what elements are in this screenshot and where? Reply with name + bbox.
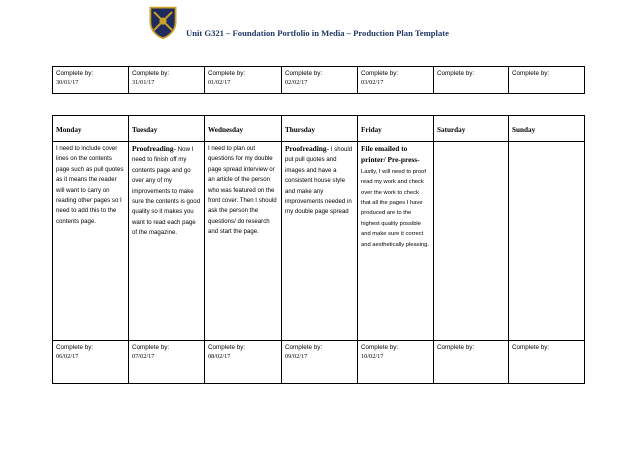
task-text: Now I need to finish off my contents page and go over any of my improvements to make sure the contents is good quality so it makes you want to read each page of the magazine. bbox=[132, 146, 201, 237]
task-row bbox=[53, 142, 585, 341]
complete-by-label: Complete by: bbox=[361, 344, 399, 351]
top-cell-3 bbox=[205, 67, 282, 94]
complete-by-table-top bbox=[52, 66, 585, 94]
day-header-thursday: Thursday bbox=[282, 116, 358, 142]
task-text: I need to include cover lines on the contents page such as pull quotes as it means the reader will want to carry on reading other pages so I need to add this to the contents page. bbox=[56, 145, 124, 225]
task-text: Lastly, I will need to proof read my work and check over the work to check that all the pages I have produced are to the highest quality possible and make sure it correct and aesthetically pleasing. bbox=[361, 168, 429, 248]
due-date: 30/01/17 bbox=[56, 79, 79, 86]
complete-by-label: Complete by: bbox=[512, 70, 550, 77]
bottom-cell-6 bbox=[434, 341, 509, 384]
task-heading: Proofreading- bbox=[285, 144, 330, 153]
complete-by-label: Complete by: bbox=[437, 70, 475, 77]
top-cell-5 bbox=[358, 67, 434, 94]
complete-by-label: Complete by: bbox=[285, 70, 323, 77]
due-date: 06/02/17 bbox=[56, 353, 79, 360]
due-date: 07/02/17 bbox=[132, 353, 155, 360]
day-header-wednesday: Wednesday bbox=[205, 116, 282, 142]
bottom-cell-7 bbox=[509, 341, 585, 384]
bottom-cell-4 bbox=[282, 341, 358, 384]
task-monday bbox=[53, 142, 129, 341]
day-header-sunday: Sunday bbox=[509, 116, 585, 142]
task-sunday bbox=[509, 142, 585, 341]
task-thursday bbox=[282, 142, 358, 341]
day-header-row bbox=[53, 116, 585, 142]
day-header-friday: Friday bbox=[358, 116, 434, 142]
complete-by-label: Complete by: bbox=[208, 344, 246, 351]
complete-by-label: Complete by: bbox=[437, 344, 475, 351]
due-date: 02/02/17 bbox=[285, 79, 308, 86]
bottom-cell-1 bbox=[53, 341, 129, 384]
production-plan-table bbox=[52, 115, 585, 384]
task-tuesday bbox=[129, 142, 205, 341]
due-date: 01/02/17 bbox=[208, 79, 231, 86]
complete-by-row-bottom bbox=[53, 341, 585, 384]
due-date: 08/02/17 bbox=[208, 353, 231, 360]
task-heading: File emailed to printer/ Pre-press- bbox=[361, 144, 420, 165]
top-cell-4 bbox=[282, 67, 358, 94]
top-cell-1 bbox=[53, 67, 129, 94]
task-text: I should put pull quotes and images and have a consistent house style and make any improvements needed in my double page spread bbox=[285, 146, 353, 216]
complete-by-label: Complete by: bbox=[56, 70, 94, 77]
complete-by-label: Complete by: bbox=[56, 344, 94, 351]
task-text: I need to plan out questions for my double page spread interview or an article of the person who was featured on the front cover. Then I should ask the person the questions/ do research and start the page. bbox=[208, 145, 277, 236]
complete-by-label: Complete by: bbox=[208, 70, 246, 77]
day-header-saturday: Saturday bbox=[434, 116, 509, 142]
school-crest-icon bbox=[145, 4, 181, 40]
complete-by-label: Complete by: bbox=[132, 344, 170, 351]
due-date: 31/01/17 bbox=[132, 79, 155, 86]
day-header-monday: Monday bbox=[53, 116, 129, 142]
due-date: 10/02/17 bbox=[361, 353, 384, 360]
top-cell-2 bbox=[129, 67, 205, 94]
top-cell-7 bbox=[509, 67, 585, 94]
complete-by-label: Complete by: bbox=[285, 344, 323, 351]
task-saturday bbox=[434, 142, 509, 341]
task-wednesday bbox=[205, 142, 282, 341]
bottom-cell-5 bbox=[358, 341, 434, 384]
complete-by-label: Complete by: bbox=[512, 344, 550, 351]
task-heading: Proofreading- bbox=[132, 144, 177, 153]
bottom-cell-3 bbox=[205, 341, 282, 384]
task-friday bbox=[358, 142, 434, 341]
due-date: 09/02/17 bbox=[285, 353, 308, 360]
day-header-tuesday: Tuesday bbox=[129, 116, 205, 142]
document-title: Unit G321 – Foundation Portfolio in Media – Production Plan Template bbox=[186, 28, 449, 38]
due-date: 03/02/17 bbox=[361, 79, 384, 86]
complete-by-label: Complete by: bbox=[132, 70, 170, 77]
bottom-cell-2 bbox=[129, 341, 205, 384]
complete-by-label: Complete by: bbox=[361, 70, 399, 77]
top-cell-6 bbox=[434, 67, 509, 94]
